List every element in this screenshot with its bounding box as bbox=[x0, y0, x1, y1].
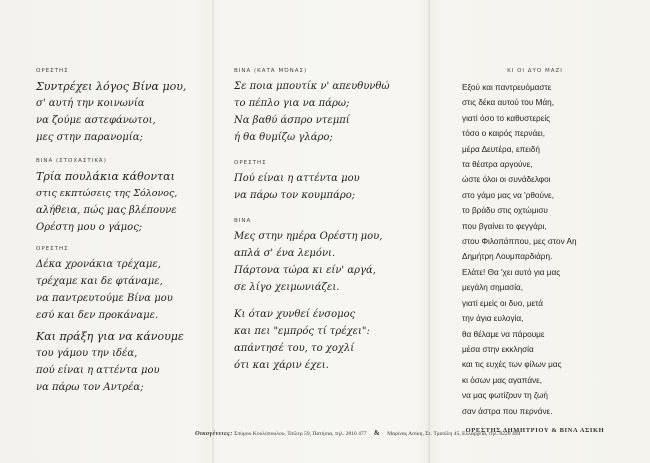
signature: ΟΡΕΣΤΗΣ ΔΗΜΗΤΡΙΟΥ & ΒΙΝΑ ΑΣΙΚΗ bbox=[465, 426, 605, 434]
left-column bbox=[36, 68, 186, 396]
verse-line: Πού είναι η αττέντα μου bbox=[234, 173, 360, 184]
poem-line: τα θέατρα αργούνε, bbox=[462, 160, 533, 170]
poem-line: κι όσων μας αγαπάνε, bbox=[462, 375, 543, 385]
poem-line: γιατί όσο το καθυστερείς bbox=[462, 113, 551, 123]
right-column bbox=[440, 68, 630, 434]
verse-line: Πάρτονα τώρα κι είν' αργά, bbox=[234, 265, 376, 276]
verse-line: να πάρω τον κουμπάρο; bbox=[234, 190, 356, 201]
families-footer bbox=[195, 426, 635, 437]
verse-line: Να βαθύ άσπρο ντεμπί bbox=[234, 115, 350, 126]
verse-line: Δέκα χρονάκια τρέχαμε, bbox=[36, 259, 161, 270]
section-label-together: ΚΙ ΟΙ ΔΥΟ ΜΑΖΙ bbox=[507, 68, 563, 74]
poem-line: το βράδυ στις οχτώμισυ bbox=[462, 206, 548, 216]
verse-line: πού είναι η αττέντα μου bbox=[36, 365, 160, 376]
poem-line: μέσα στην εκκλησία bbox=[462, 344, 534, 354]
verse-line: απλά σ' ένα λεμόνι. bbox=[234, 248, 336, 259]
poem-line: στο γάμο μας να 'ρθούνε, bbox=[462, 190, 554, 200]
verse-line: να πάρω τον Αντρέα; bbox=[36, 382, 144, 393]
speaker-label-vina: ΒΙΝΑ (ΣΤΟΧΑΣΤΙΚΆ) bbox=[36, 158, 107, 164]
fold-line-right bbox=[428, 0, 430, 463]
poem-line: στις δέκα αυτού του Μάη, bbox=[462, 98, 554, 108]
verse-line: ότι και χάριν έχει. bbox=[234, 360, 329, 371]
poem-line: να μας φωτίζουν τη ζωή bbox=[462, 391, 548, 401]
footer-ampersand: & bbox=[373, 429, 380, 437]
poem-line: μέρα Δευτέρα, επειδή bbox=[462, 144, 540, 154]
verse-line: σε λίγο χειμωνιάζει. bbox=[234, 282, 340, 293]
poem-line: στου Φιλοπάππου, μες στον Αη bbox=[462, 237, 577, 247]
poem-line: Δημήτρη Λουμπαρδιάρη. bbox=[462, 252, 553, 262]
family-address-2: Μαρίνας Ασίκη, Στ. Τριπόλη 45, Ελλάρχεια, τηλ. 8220 494 bbox=[387, 431, 521, 437]
verse-line: ή θα θυμίζω γλάρο; bbox=[234, 132, 333, 143]
fold-line-left bbox=[212, 0, 214, 463]
verse-line: Τρία πουλάκια κάθονται bbox=[36, 170, 175, 183]
verse-line: σ' αυτή την κοινωνία bbox=[36, 98, 145, 109]
speaker-label-orestis: ΟΡΕΣΤΗΣ bbox=[36, 246, 69, 252]
middle-column bbox=[234, 68, 390, 374]
poem-line: γιατί εμείς οι δυο, μετά bbox=[462, 298, 544, 308]
speaker-label-orestis: ΟΡΕΣΤΗΣ bbox=[36, 68, 69, 74]
verse-line: Κι όταν χυνθεί ένσομος bbox=[234, 309, 356, 320]
verse-line: Συντρέχει λόγος Βίνα μου, bbox=[36, 80, 187, 93]
verse-line: να ζούμε αστεφάνωτοι, bbox=[36, 115, 156, 126]
poem-line: σαν άστρα που περνάνε. bbox=[462, 406, 553, 416]
poem-line: τόσο ο καιρός περνάει, bbox=[462, 129, 546, 139]
speaker-label-vina: ΒΙΝΑ (ΚΑΤΆ ΜΌΝΑΣ) bbox=[234, 68, 308, 74]
verse-line: εσύ και δεν προκάναμε. bbox=[36, 310, 159, 321]
speaker-label-vina: ΒΙΝΑ bbox=[234, 218, 252, 224]
verse-line: απάντησέ του, το χοχλί bbox=[234, 343, 355, 354]
verse-line: στις εκπτώσεις της Σόλονος, bbox=[36, 188, 178, 199]
verse-line: να παντρευτούμε Βίνα μου bbox=[36, 293, 173, 304]
verse-line: τρέχαμε και δε φτάναμε, bbox=[36, 276, 163, 287]
poem-line: Εξού και παντρευόμαστε bbox=[462, 83, 552, 92]
verse-line: Και πράξη για να κάνουμε bbox=[36, 330, 184, 343]
poem-line: την άγια ευλογία, bbox=[462, 314, 524, 324]
verse-line: Σε ποια μπουτίκ ν' απευθυνθώ bbox=[234, 81, 390, 92]
poem-line: Ελάτε! Θα 'χει αυτό για μας bbox=[462, 267, 561, 277]
verse-line: Μες στην ημέρα Ορέστη μου, bbox=[234, 231, 383, 242]
verse-line: αλήθεια, πώς μας βλέπουνε bbox=[36, 205, 177, 216]
verse-line: μες στην παρανομία; bbox=[36, 132, 143, 143]
poem-line: ώστε όλοι οι συνάδελφοι bbox=[462, 175, 551, 185]
verse-line: του γάμου την ιδέα, bbox=[36, 348, 138, 359]
speaker-label-orestis: ΟΡΕΣΤΗΣ bbox=[234, 160, 267, 166]
family-address-1: Σπύρου Κουλόπουλου, Τσίλερ 59, Πατήσια, τηλ. 2810 477 bbox=[234, 431, 367, 437]
poem-line: και τις ευχές των φίλων μας bbox=[462, 360, 562, 370]
poem-line: μεγάλη σημασία, bbox=[462, 283, 524, 293]
footer-lead: Οικογένειες: bbox=[195, 430, 233, 437]
poem-line: που βγαίνει το φεγγάρι, bbox=[462, 221, 547, 231]
verse-line: Ορέστη μου ο γάμος; bbox=[36, 222, 143, 233]
poem-line: θα θέλαμε να πάρουμε bbox=[462, 329, 545, 339]
verse-line: και πει "εμπρός τί τρέχει": bbox=[234, 326, 370, 337]
verse-line: το πέπλο για να πάρω; bbox=[234, 98, 350, 109]
